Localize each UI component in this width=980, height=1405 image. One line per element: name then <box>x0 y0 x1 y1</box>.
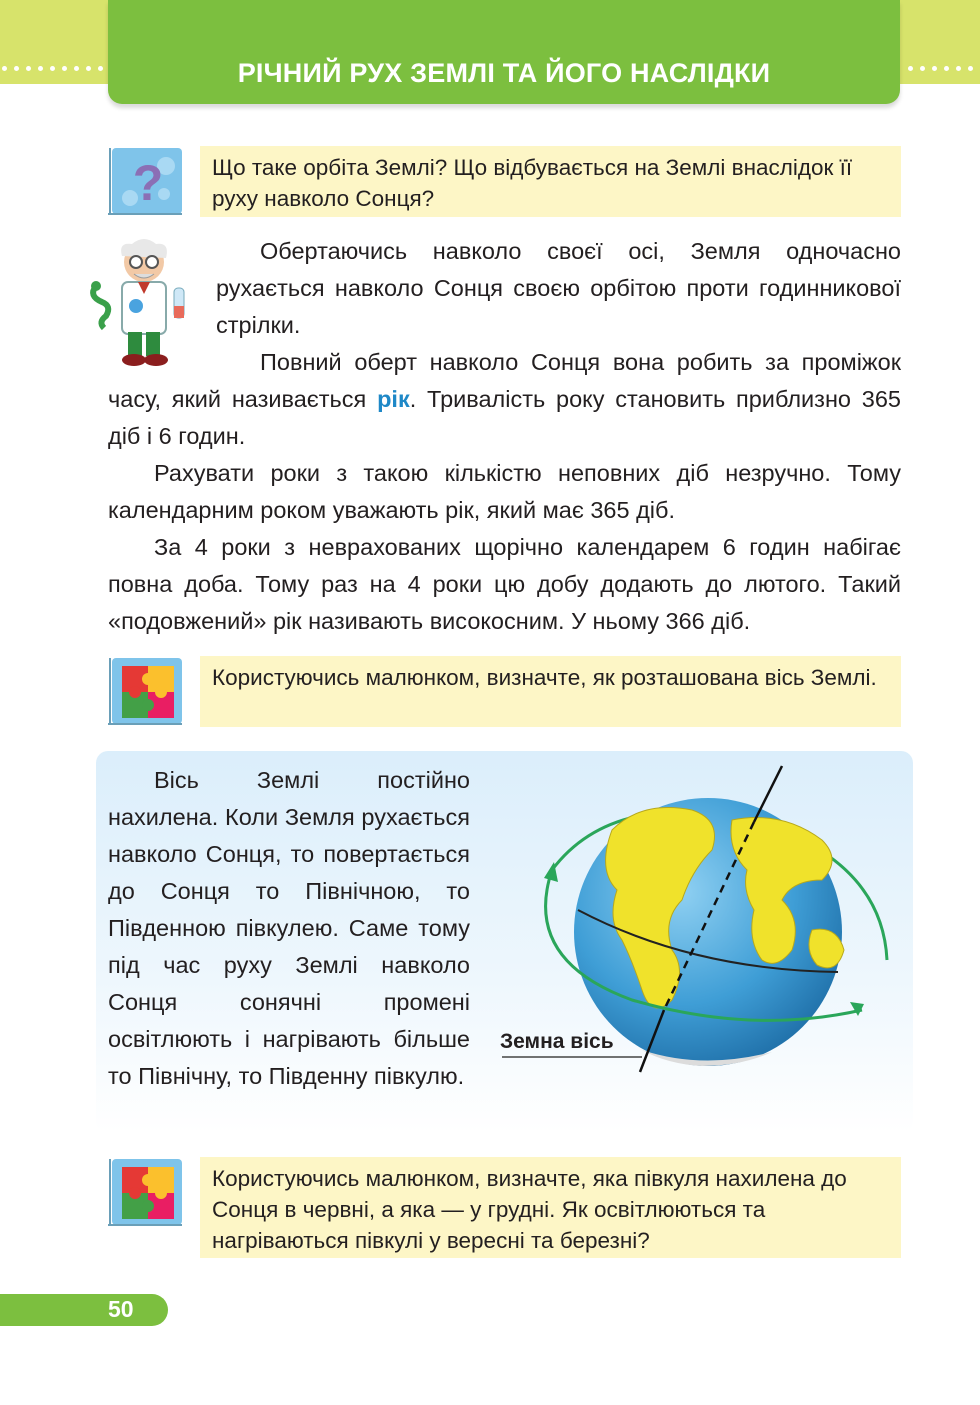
chapter-header <box>108 0 900 104</box>
puzzle-icon <box>108 656 182 726</box>
main-text <box>108 233 901 640</box>
chapter-title: РІЧНИЙ РУХ ЗЕМЛІ ТА ЙОГО НАСЛІДКИ <box>237 58 771 88</box>
page-number: 50 <box>108 1296 134 1322</box>
question-box <box>200 146 901 217</box>
task-2-text: Користуючись малюнком, визначте, яка півкуля нахилена до Сонця в червні, а яка — у грудні. Як освітлюються та нагріваються півкулі у вересні та березні? <box>212 1166 847 1253</box>
paragraph-2-end: . Тривалість року становить приблизно 365 діб і 6 годин. <box>108 386 901 449</box>
paragraph-2 <box>108 344 901 455</box>
question-icon <box>108 146 182 216</box>
paragraph-2-start: Повний оберт навколо Сонця вона робить за проміжок часу, який називається <box>108 349 901 412</box>
decorative-dots-right <box>908 66 973 74</box>
page-number-tab <box>0 1294 168 1326</box>
panel-text: Вісь Землі постійно нахилена. Коли Земля рухається навколо Сонця, то повертається до Сонця то Північною, то Південною півкулею. Саме тому під час руху Землі навколо Сонця сонячні промені освітлюють і нагрівають більше то Північну, то Південну півкулю. <box>108 767 470 1089</box>
paragraph-4: За 4 роки з неврахованих щорічно календарем 6 годин набігає повна доба. Тому раз на 4 роки цю добу додають до лютого. Такий «подовжений» рік називають високосним. У ньому 366 діб. <box>108 534 901 634</box>
decorative-dots-left <box>2 66 103 74</box>
paragraph-3: Рахувати роки з такою кількістю неповних діб незручно. Тому календарним роком уважають рік, який має 365 діб. <box>108 460 901 523</box>
svg-text:?: ? <box>132 155 164 211</box>
panel-text-block <box>108 762 470 1095</box>
keyword-rik: рік <box>377 386 410 412</box>
axis-label: Земна вісь <box>500 1030 614 1053</box>
paragraph-1: Обертаючись навколо своєї осі, Земля одночасно рухається навколо Сонця своєю орбітою проти годинникової стрілки. <box>216 238 901 338</box>
task-box-1 <box>200 656 901 727</box>
task-1-text: Користуючись малюнком, визначте, як розташована вісь Землі. <box>212 665 877 690</box>
puzzle-icon <box>108 1157 182 1227</box>
task-box-2 <box>200 1157 901 1258</box>
question-text: Що таке орбіта Землі? Що відбувається на Землі внаслідок її руху навколо Сонця? <box>212 155 853 211</box>
